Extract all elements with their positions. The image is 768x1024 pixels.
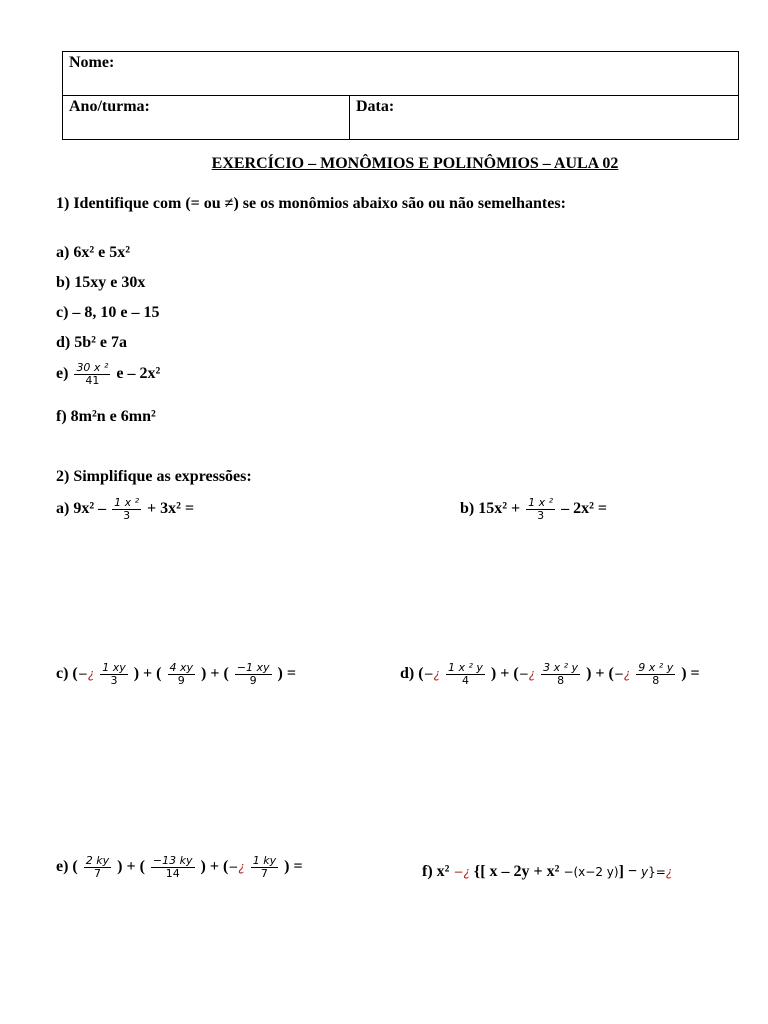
date-cell[interactable] — [350, 96, 739, 140]
class-label: Ano/turma: — [69, 98, 150, 115]
q2-c-f1-num: 1 xy — [102, 661, 126, 674]
q2-c-plus-2: ) + ( — [201, 665, 229, 683]
q2-a-denominator: 3 — [123, 509, 131, 522]
q2-d-minus-1: − — [423, 667, 434, 682]
q2-d-minus-3: − — [613, 667, 624, 682]
q2-c-f3-den: 9 — [249, 674, 257, 687]
q2-c-fraction-3 — [235, 662, 272, 687]
q2-d-plus-1: ) + ( — [490, 665, 519, 683]
page-title: EXERCÍCIO – MONÔMIOS E POLINÔMIOS – AULA 02 — [211, 155, 619, 172]
q2-e-plus-1: ) + ( — [117, 858, 145, 876]
q2-e-close: ) = — [284, 858, 303, 876]
q2-c-fraction-1 — [100, 662, 128, 687]
q2-f-bracket-expr: {[ x – 2y + x² — [473, 863, 560, 880]
q1-item-e — [56, 362, 160, 387]
q2-prompt: 2) Simplifique as expressões: — [56, 468, 252, 485]
q2-f-artifact-1: ¿ — [463, 865, 470, 879]
q1-prompt: 1) Identifique com (= ou ≠) se os monômios abaixo são ou não semelhantes: — [56, 195, 566, 212]
q2-e-f2-den: 14 — [165, 867, 180, 880]
q2-a-numerator: 1 x ² — [114, 496, 140, 509]
q2-item-b — [460, 497, 607, 522]
q2-f-artifact-2: ¿ — [665, 865, 673, 879]
q2-c-open: c) ( — [56, 665, 78, 683]
q2-c-minus: − — [77, 667, 88, 682]
q2-c-f2-den: 9 — [177, 674, 185, 687]
class-cell[interactable] — [63, 96, 350, 140]
q1-item-f: f) 8m²n e 6mn² — [56, 408, 156, 425]
q1-item-d: d) 5b² e 7a — [56, 334, 128, 351]
q2-d-artifact-2: ¿ — [528, 667, 536, 682]
q2-e-f3-num: 1 ky — [252, 854, 277, 867]
q2-d-f3-den: 8 — [652, 674, 660, 687]
q1-item-c: c) – 8, 10 e – 15 — [56, 304, 160, 321]
q2-e-f1-num: 2 ky — [85, 854, 110, 867]
q2-e-fraction-1 — [84, 855, 111, 880]
q2-a-fraction — [112, 497, 141, 522]
q2-e-plus-2: ) + ( — [200, 858, 229, 876]
q2-c-f3-num: −1 xy — [236, 661, 270, 674]
q2-d-plus-2: ) + ( — [586, 665, 614, 683]
q2-e-fraction-2 — [151, 855, 195, 880]
q2-c-fraction-2 — [168, 662, 196, 687]
q2-c-f2-num: 4 xy — [169, 661, 194, 674]
q2-a-pre: a) 9x² – — [56, 500, 107, 518]
q2-b-numerator: 1 x ² — [528, 496, 554, 509]
q2-d-minus-2: − — [518, 667, 529, 682]
name-label: Nome: — [69, 54, 115, 71]
q2-b-fraction — [526, 497, 555, 522]
q2-d-fraction-1 — [446, 662, 485, 687]
q2-e-f3-den: 7 — [260, 867, 268, 880]
q2-b-denominator: 3 — [537, 509, 545, 522]
q1-item-a: a) 6x² e 5x² — [56, 244, 131, 261]
date-label: Data: — [356, 98, 395, 115]
q2-d-open: d) ( — [400, 665, 424, 683]
q2-e-f2-num: −13 ky — [152, 854, 193, 867]
q2-d-f2-den: 8 — [557, 674, 565, 687]
q2-f-minus: − — [453, 865, 464, 879]
q2-c-f1-den: 3 — [110, 674, 118, 687]
student-info-table — [62, 51, 739, 140]
q2-d-artifact-3: ¿ — [623, 667, 631, 682]
q2-b-post: – 2x² = — [561, 500, 607, 518]
q2-item-a — [56, 497, 194, 522]
q2-e-f1-den: 7 — [93, 867, 101, 880]
q2-d-f2-num: 3 x ² y — [543, 661, 579, 674]
q2-e-artifact: ¿ — [238, 860, 245, 875]
q2-f-y: y — [641, 865, 649, 879]
q2-d-fraction-3 — [636, 662, 675, 687]
q2-item-e — [56, 855, 303, 880]
q1-e-numerator: 30 x ² — [76, 361, 109, 374]
q2-d-f3-num: 9 x ² y — [638, 661, 674, 674]
q2-d-close: ) = — [681, 665, 700, 683]
q2-item-d — [400, 662, 700, 687]
q2-item-c — [56, 662, 296, 687]
q1-e-rest: e – 2x² — [112, 365, 161, 383]
q2-d-f1-den: 4 — [461, 674, 469, 687]
q2-c-artifact: ¿ — [87, 667, 95, 682]
q2-a-post: + 3x² = — [147, 500, 195, 518]
q1-item-b: b) 15xy e 30x — [56, 274, 146, 291]
q2-d-fraction-2 — [541, 662, 580, 687]
q2-f-paren-expr: −(x−2 y) — [563, 865, 619, 879]
q2-b-pre: b) 15x² + — [460, 500, 521, 518]
name-cell[interactable] — [63, 52, 739, 96]
q2-c-close: ) = — [277, 665, 296, 683]
q2-f-bracket-close: ] − — [618, 863, 638, 880]
q2-f-brace-equals: }= — [648, 865, 666, 879]
q2-e-open: e) ( — [56, 858, 78, 876]
q2-d-f1-num: 1 x ² y — [448, 661, 483, 674]
q1-e-label: e) — [56, 365, 69, 383]
q2-item-f — [422, 862, 672, 882]
q2-c-plus-1: ) + ( — [133, 665, 162, 683]
q2-e-fraction-3 — [251, 855, 278, 880]
q1-e-fraction — [74, 362, 110, 387]
q2-d-artifact-1: ¿ — [433, 667, 440, 682]
q2-f-x2: f) x² — [422, 863, 450, 880]
q1-e-denominator: 41 — [85, 374, 100, 387]
q2-e-minus: − — [228, 860, 239, 875]
